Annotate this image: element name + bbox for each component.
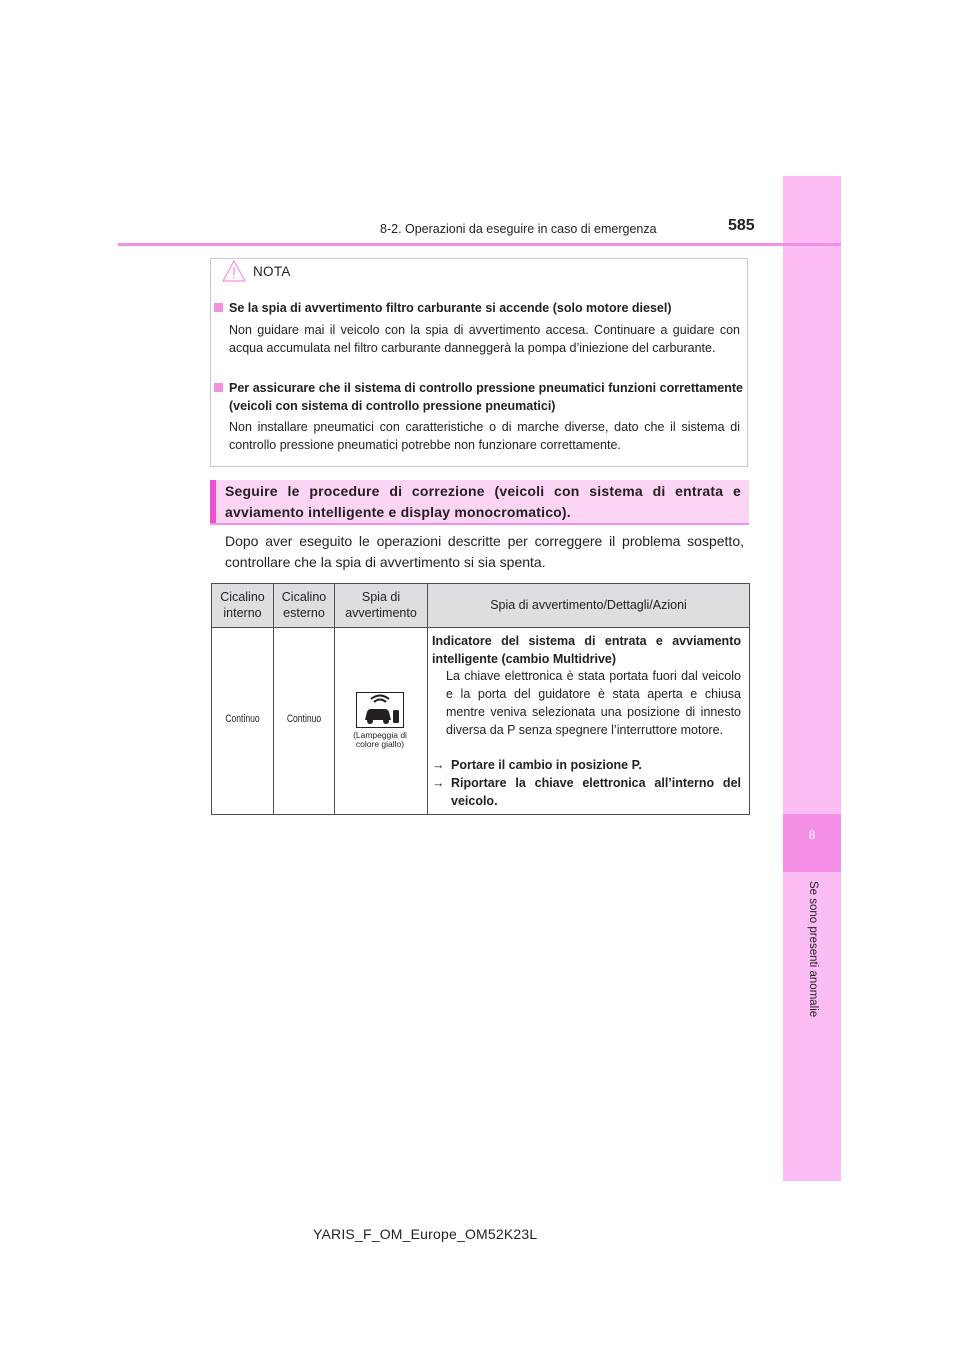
table-header-rule <box>212 627 749 628</box>
smart-key-warning-icon <box>356 692 404 728</box>
nota-item-body: Non installare pneumatici con caratteristiche o di marche diverse, dato che il sistema di controllo pressione pneumatici potrebbe non funzionare correttamente. <box>229 420 740 452</box>
warning-light-caption: (Lampeggia di colore giallo) <box>353 730 407 749</box>
section-breadcrumb: 8-2. Operazioni da eseguire in caso di emergenza <box>380 222 657 236</box>
section-heading-bar <box>210 480 216 524</box>
chapter-number: 8 <box>808 828 816 842</box>
arrow-right-icon: → <box>432 758 445 772</box>
header-rule <box>118 243 841 246</box>
page-number: 585 <box>728 217 755 234</box>
nota-heading-text: Per assicurare che il sistema di controllo pressione pneumatici funzioni correttamente (veicoli con sistema di controllo pressione pneumatici) <box>229 381 743 413</box>
action-item <box>432 774 741 808</box>
table-header-warning-light: Spia di avvertimento <box>345 590 417 620</box>
action-text: Portare il cambio in posizione P. <box>451 758 642 772</box>
nota-title: NOTA <box>253 264 291 279</box>
table-header-internal-buzzer: Cicalino interno <box>220 590 265 620</box>
section-title: Seguire le procedure di correzione (veicoli con sistema di entrata e avviamento intelligente e display monocromatico). <box>225 483 741 520</box>
section-heading-underline <box>210 523 749 525</box>
cell-internal-buzzer: Continuo <box>225 713 260 725</box>
chapter-number-box <box>783 814 841 872</box>
nota-item-heading <box>214 299 672 317</box>
warning-triangle-icon <box>222 260 246 282</box>
nota-item-body: Non guidare mai il veicolo con la spia di avvertimento accesa. Continuare a guidare con acqua accumulata nel filtro carburante danneggerà la pompa d’iniezione del carburante. <box>229 323 740 355</box>
arrow-right-icon: → <box>432 776 445 790</box>
table-divider <box>427 584 428 814</box>
detail-body: La chiave elettronica è stata portata fuori dal veicolo e la porta del guidatore è stata aperta e chiusa mentre veniva selezionata una posizione di innesto diversa da P senza spegnere l’interruttore motore. <box>446 669 741 737</box>
table-header-external-buzzer: Cicalino esterno <box>281 590 327 620</box>
section-intro: Dopo aver eseguito le operazioni descritte per correggere il problema sospetto, controllare che la spia di avvertimento si sia spenta. <box>225 533 744 570</box>
nota-item-heading <box>214 379 743 413</box>
nota-heading-text: Se la spia di avvertimento filtro carburante si accende (solo motore diesel) <box>229 301 672 315</box>
table-header-details: Spia di avvertimento/Dettagli/Azioni <box>490 598 687 612</box>
bullet-square-icon <box>214 303 223 312</box>
document-code: YARIS_F_OM_Europe_OM52K23L <box>313 1226 538 1242</box>
detail-title: Indicatore del sistema di entrata e avviamento intelligente (cambio Multidrive) <box>432 634 741 666</box>
bullet-square-icon <box>214 383 223 392</box>
action-item <box>432 756 642 774</box>
chapter-title: Se sono presenti anomalie <box>807 881 819 1018</box>
cell-external-buzzer: Continuo <box>286 713 322 725</box>
action-text: Riportare la chiave elettronica all’interno del veicolo. <box>451 776 741 808</box>
